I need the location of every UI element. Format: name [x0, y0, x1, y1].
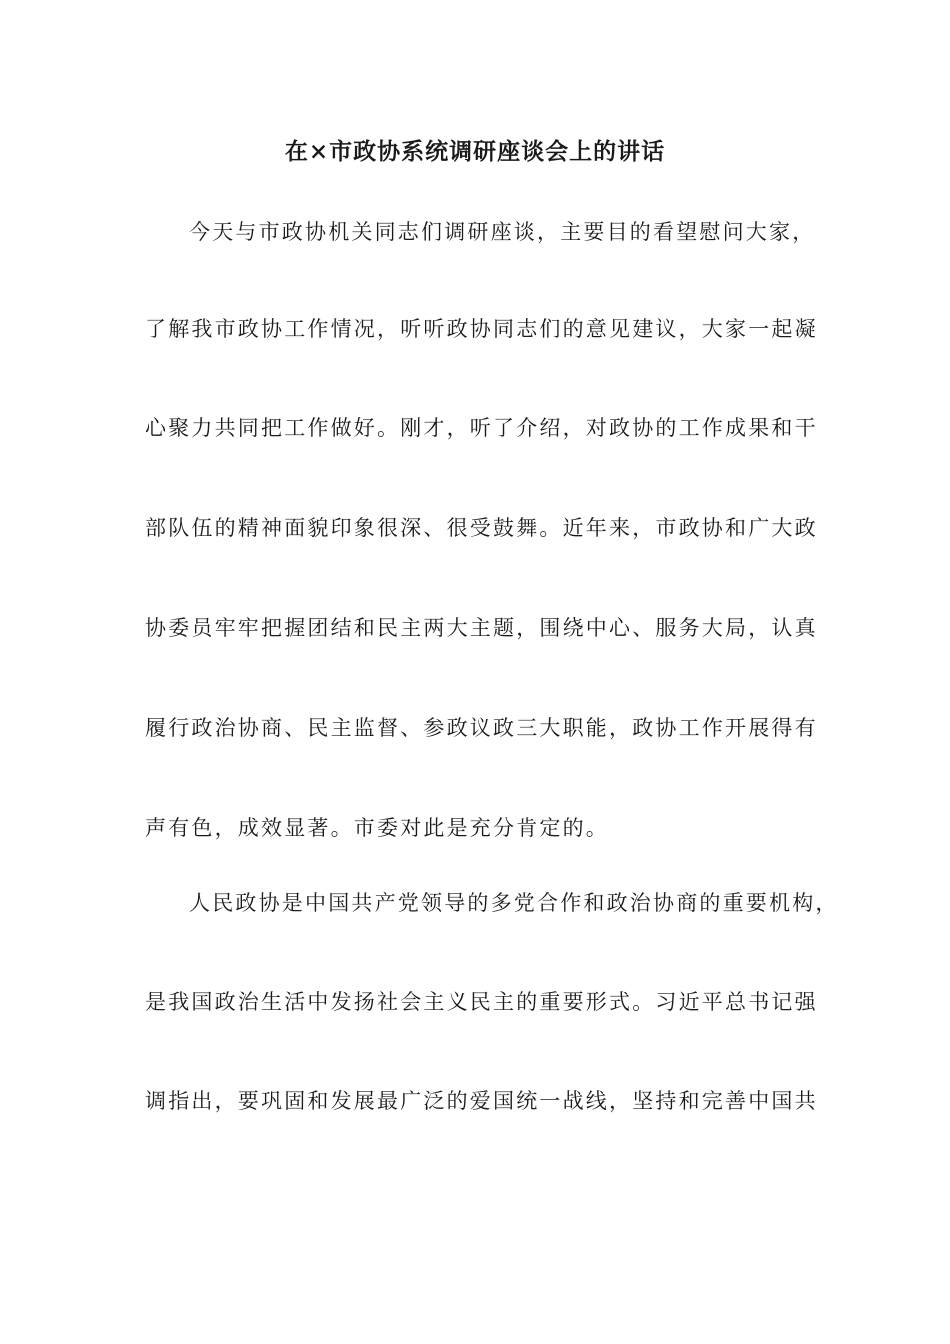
- paragraph-1-line-6: 履行政治协商、民主监督、参政议政三大职能，政协工作开展得有: [145, 716, 818, 740]
- paragraph-1-line-2: 了解我市政协工作情况，听听政协同志们的意见建议，大家一起凝: [145, 317, 818, 341]
- document-title: 在×市政协系统调研座谈会上的讲话: [284, 138, 666, 165]
- paragraph-2-line-3: 调指出，要巩固和发展最广泛的爱国统一战线，坚持和完善中国共: [145, 1089, 818, 1113]
- paragraph-2-line-1: 人民政协是中国共产党领导的多党合作和政治协商的重要机构，: [189, 891, 839, 915]
- paragraph-1-line-3: 心聚力共同把工作做好。刚才，听了介绍，对政协的工作成果和干: [145, 416, 818, 440]
- paragraph-1-line-7: 声有色，成效显著。市委对此是充分肯定的。: [145, 816, 609, 840]
- paragraph-2-line-2: 是我国政治生活中发扬社会主义民主的重要形式。习近平总书记强: [145, 990, 818, 1014]
- paragraph-1-line-5: 协委员牢牢把握团结和民主两大主题，围绕中心、服务大局，认真: [145, 616, 818, 640]
- paragraph-1-line-1: 今天与市政协机关同志们调研座谈，主要目的看望慰问大家，: [189, 220, 816, 244]
- paragraph-1-line-4: 部队伍的精神面貌印象很深、很受鼓舞。近年来，市政协和广大政: [145, 516, 818, 540]
